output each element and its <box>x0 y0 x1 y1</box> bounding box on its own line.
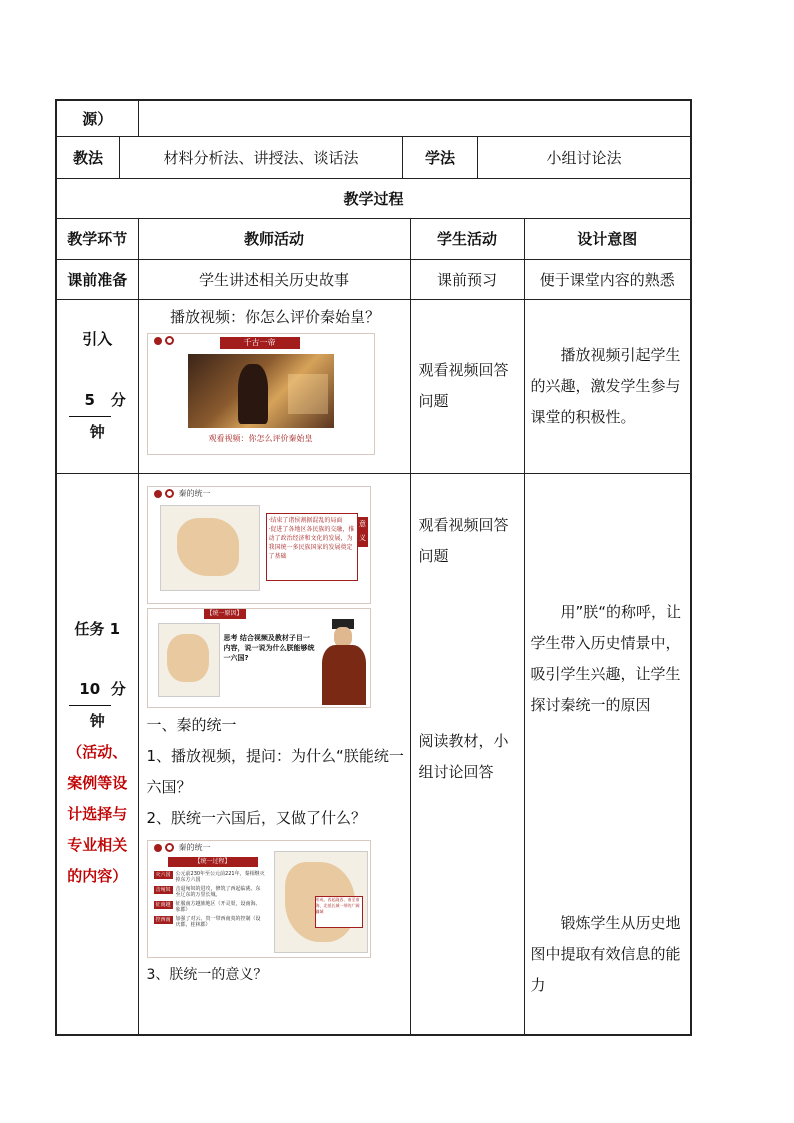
task1-heading: 一、秦的统一 <box>146 715 237 734</box>
prep-student: 课前预习 <box>410 259 524 299</box>
slide-unification-process <box>147 840 371 958</box>
process-item <box>154 871 266 883</box>
emperor-image <box>188 354 334 428</box>
intro-slide <box>147 333 375 455</box>
slide3-note: 形成、西起陇西、南至南海、北抵长城一带的广阔疆域 <box>315 896 363 928</box>
source-label: 源） <box>56 100 138 136</box>
intro-teacher-text: 播放视频：你怎么评价秦始皇？ <box>169 307 380 326</box>
process-title: 教学过程 <box>56 178 691 218</box>
process-item-tag: 击匈奴 <box>155 886 171 893</box>
slide-unification-significance <box>147 486 371 604</box>
intro-intent: 播放视频引起学生的兴趣，激发学生参与课堂的积极性。 <box>524 299 691 473</box>
process-item-tag: 灭六国 <box>155 871 171 878</box>
task1-q2: 2、朕统一六国后，又做了什么？ <box>146 808 367 827</box>
intro-stage: 引入 <box>82 330 113 348</box>
header-stage: 教学环节 <box>56 218 138 259</box>
task1-q3: 3、朕统一的意义？ <box>146 966 268 983</box>
process-item-text: 加强了对云、贵一带西南夷的控制（设庆郡，桂林郡） <box>175 915 261 928</box>
intro-stage-cell <box>56 299 138 473</box>
header-teacher: 教师活动 <box>138 218 410 259</box>
task1-stage-cell <box>56 473 138 1035</box>
slide1-point: ·结束了诸侯割据混乱的局面 <box>268 516 343 524</box>
slide2-banner: 【统一原因】 <box>204 609 246 619</box>
prep-intent: 便于课堂内容的熟悉 <box>524 259 691 299</box>
lesson-plan-table <box>55 99 692 1036</box>
intro-unit-fen: 分 <box>110 391 126 409</box>
learn-method-label: 学法 <box>403 137 478 178</box>
learn-method-value: 小组讨论法 <box>546 148 622 167</box>
slide1-point: ·促进了各地区各民族的交融，推动了政治经济和文化的发展，为我国统一多民族国家的发展奠定了基础 <box>268 525 355 560</box>
teach-method-label: 教法 <box>57 137 120 178</box>
intro-unit-zhong: 钟 <box>89 423 105 441</box>
slide1-tag: 意义 <box>358 517 368 547</box>
task1-minutes: 10 <box>69 674 111 706</box>
teach-method-value: 材料分析法、讲授法、谈话法 <box>120 137 403 178</box>
qin-route-map <box>274 851 368 953</box>
slide1-title: 秦的统一 <box>178 489 211 498</box>
intro-slide-banner: 千古一帝 <box>220 337 300 349</box>
slide3-banner: 【统一过程】 <box>168 857 258 867</box>
task1-student-cell <box>410 473 524 1035</box>
slide-unification-reason <box>147 608 371 708</box>
slide-decor-dot <box>154 490 162 498</box>
task1-note: （活动、案例等设计选择与专业相关的内容） <box>67 742 128 885</box>
task1-unit-fen: 分 <box>110 679 126 698</box>
qin-map <box>160 505 260 591</box>
process-item-tag: 征南越 <box>155 901 171 908</box>
emperor-figure <box>318 615 368 705</box>
intro-slide-caption: 观看视频：你怎么评价秦始皇 <box>208 433 313 443</box>
task1-intent-a: 用”朕“的称呼，让学生带入历史情景中，吸引学生兴趣，让学生探讨秦统一的原因 <box>530 602 682 714</box>
prep-stage: 课前准备 <box>56 259 138 299</box>
process-item-tag: 控西南 <box>155 916 171 923</box>
slide3-items <box>154 871 266 931</box>
task1-intent-cell <box>524 473 691 1035</box>
task1-student-b: 阅读教材，小组讨论回答 <box>418 731 509 781</box>
slide-decor <box>148 334 174 348</box>
slide-decor-dot <box>154 844 162 852</box>
header-intent: 设计意图 <box>524 218 691 259</box>
slide2-think: 思考 结合视频及教材子目一内容，说一说为什么朕能够统一六国? <box>223 633 315 662</box>
process-item-text: 击退匈奴的进攻，修筑了西起临洮、东至辽东的万里长城。 <box>175 885 261 898</box>
intro-student: 观看视频回答问题 <box>410 299 524 473</box>
intro-minutes: 5 <box>69 385 111 417</box>
prep-teacher: 学生讲述相关历史故事 <box>138 259 410 299</box>
header-student: 学生活动 <box>410 218 524 259</box>
task1-teacher-cell <box>138 473 410 1035</box>
intro-teacher-cell <box>138 299 410 473</box>
method-row <box>56 136 691 178</box>
task1-student-a: 观看视频回答问题 <box>418 515 509 565</box>
task1-intent-b: 锻炼学生从历史地图中提取有效信息的能力 <box>530 913 681 994</box>
qin-map-small <box>158 623 220 697</box>
process-item <box>154 916 266 928</box>
process-item <box>154 901 266 913</box>
task1-stage: 任务 1 <box>74 619 121 638</box>
task1-unit-zhong: 钟 <box>89 711 105 730</box>
source-value <box>138 100 691 136</box>
process-item <box>154 886 266 898</box>
slide3-title: 秦的统一 <box>178 843 211 852</box>
process-item-text: 征服南方越族地区（开灵渠，设南海、象郡） <box>175 900 261 913</box>
task1-q1: 1、播放视频，提问：为什么“朕能统一六国？ <box>146 746 404 796</box>
slide1-points <box>266 513 358 581</box>
process-item-text: 公元前230年至公元前221年，秦相继灭掉东方六国 <box>175 870 265 883</box>
